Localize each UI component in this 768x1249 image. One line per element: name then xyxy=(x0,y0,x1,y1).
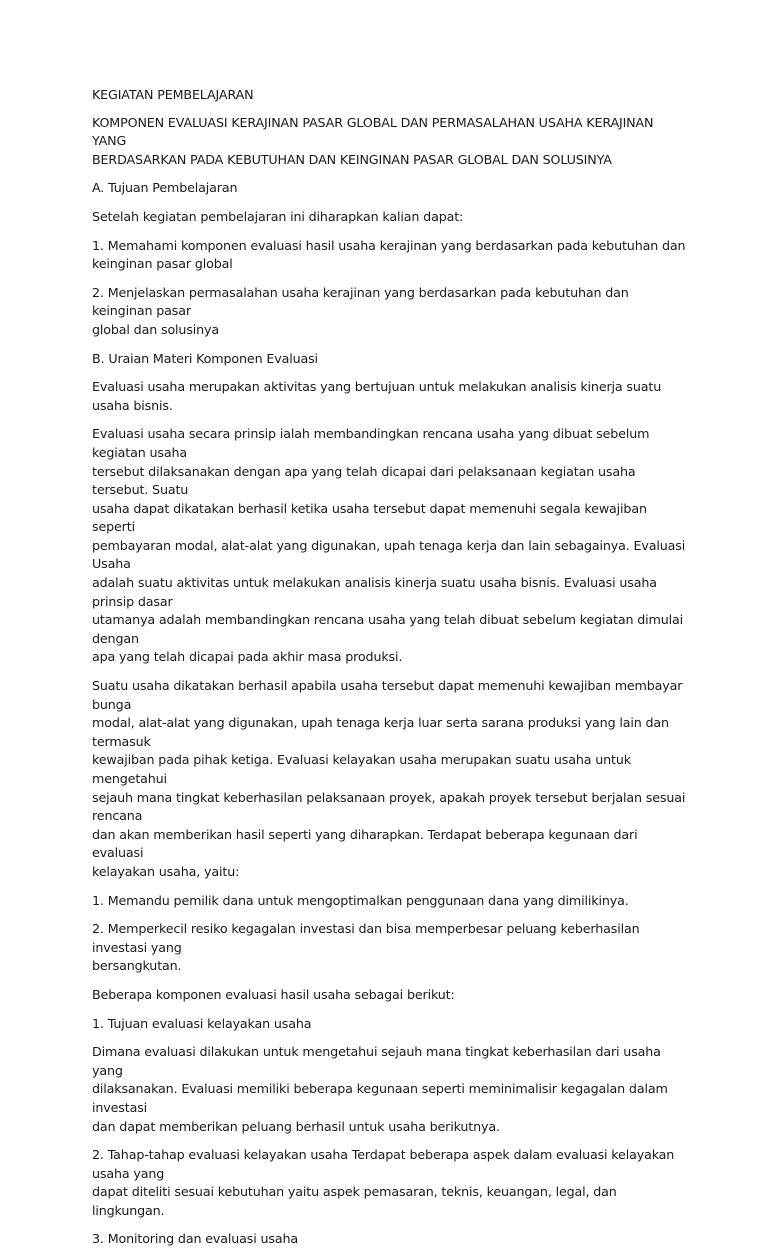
intro-paragraph: Setelah kegiatan pembelajaran ini diharapkan kalian dapat: xyxy=(92,208,464,224)
section-a-heading: A. Tujuan Pembelajaran xyxy=(92,180,238,196)
document-title: KOMPONEN EVALUASI KERAJINAN PASAR GLOBAL DAN PERMASALAHAN USAHA KERAJINAN YANG BERDASARKAN PADA KEBUTUHAN DAN KEINGINAN PASAR GLOBAL DAN SOLUSINYA xyxy=(92,114,654,167)
paragraph-2: Evaluasi usaha secara prinsip ialah membandingkan rencana usaha yang dibuat sebelum kegiatan usaha tersebut dilaksanakan dengan apa yang telah dicapai dari pelaksanaan kegiatan usaha tersebut. Suatu usaha dapat dikatakan berhasil ketika usaha tersebut dapat memenuhi segala kewajiban seperti pembayaran modal, alat-alat yang digunakan, upah tenaga kerja dan lain sebagainya. Evaluasi Usaha adalah suatu aktivitas untuk melakukan analisis kinerja suatu usaha bisnis. Evaluasi usaha prinsip dasar utamanya adalah membandingkan rencana usaha yang telah dibuat sebelum kegiatan dimulai dengan apa yang telah dicapai pada akhir masa produksi. xyxy=(92,426,686,665)
paragraph-1: Evaluasi usaha merupakan aktivitas yang bertujuan untuk melakukan analisis kinerja suatu usaha bisnis. xyxy=(92,379,662,413)
section-b-heading: B. Uraian Materi Komponen Evaluasi xyxy=(92,350,318,366)
components-intro: Beberapa komponen evaluasi hasil usaha sebagai berikut: xyxy=(92,986,455,1002)
component-3-title: 3. Monitoring dan evaluasi usaha xyxy=(92,1231,298,1247)
component-1-title: 1. Tujuan evaluasi kelayakan usaha xyxy=(92,1015,312,1031)
goal-item-1: 1. Memahami komponen evaluasi hasil usaha kerajinan yang berdasarkan pada kebutuhan dan keinginan pasar global xyxy=(92,237,686,272)
goal-item-2: 2. Menjelaskan permasalahan usaha kerajinan yang berdasarkan pada kebutuhan dan keinginan pasar global dan solusinya xyxy=(92,284,629,337)
use-item-2: 2. Memperkecil resiko kegagalan investasi dan bisa memperbesar peluang keberhasilan investasi yang bersangkutan. xyxy=(92,921,640,974)
paragraph-3: Suatu usaha dikatakan berhasil apabila usaha tersebut dapat memenuhi kewajiban membayar bunga modal, alat-alat yang digunakan, upah tenaga kerja luar serta sarana produksi yang lain dan termasuk kewajiban pada pihak ketiga. Evaluasi kelayakan usaha merupakan suatu usaha untuk mengetahui sejauh mana tingkat keberhasilan pelaksanaan proyek, apakah proyek tersebut berjalan sesuai rencana dan akan memberikan hasil seperti yang diharapkan. Terdapat beberapa kegunaan dari evaluasi kelayakan usaha, yaitu: xyxy=(92,678,686,879)
component-1-text: Dimana evaluasi dilakukan untuk mengetahui sejauh mana tingkat keberhasilan dari usaha yang dilaksanakan. Evaluasi memiliki beberapa kegunaan seperti meminimalisir kegagalan dalam investasi dan dapat memberikan peluang berhasil untuk usaha berikutnya. xyxy=(92,1044,668,1134)
document-heading: KEGIATAN PEMBELAJARAN xyxy=(92,87,254,102)
component-2: 2. Tahap-tahap evaluasi kelayakan usaha Terdapat beberapa aspek dalam evaluasi kelayakan usaha yang dapat diteliti sesuai kebutuhan yaitu aspek pemasaran, teknis, keuangan, legal, dan lingkungan. xyxy=(92,1147,675,1218)
use-item-1: 1. Memandu pemilik dana untuk mengoptimalkan penggunaan dana yang dimilikinya. xyxy=(92,892,629,908)
